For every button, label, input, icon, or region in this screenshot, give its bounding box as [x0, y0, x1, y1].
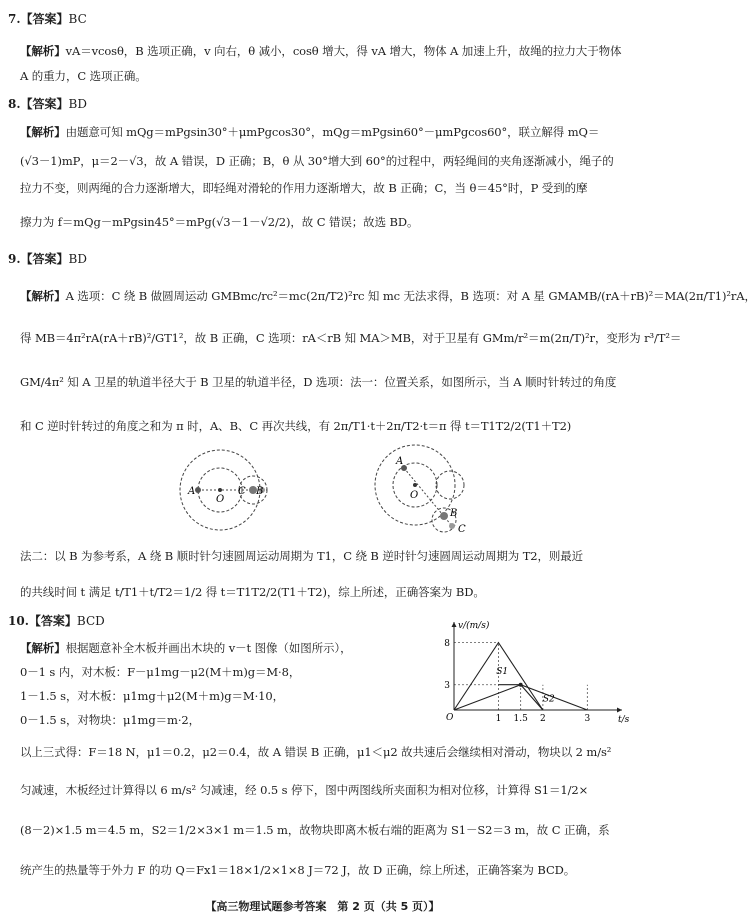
- q9-line-1: [20, 288, 756, 304]
- center-o-dot: [413, 483, 417, 487]
- orbit-figure-2: [370, 440, 490, 540]
- q7-number: 7.: [8, 12, 21, 26]
- q7-analysis-tag: 【解析】: [20, 44, 66, 58]
- q8-answer-tag: 【答案】: [20, 97, 69, 111]
- y-axis-arrow: [452, 622, 457, 627]
- center-o-dot: [218, 488, 222, 492]
- q9-line-2: [20, 330, 681, 346]
- q10-line-7: [20, 822, 610, 838]
- q7-text-2: A 的重力，C 选项正确。: [20, 69, 147, 83]
- q10-header: [8, 612, 105, 629]
- q9-analysis-tag: 【解析】: [20, 289, 66, 303]
- fig2-label-o: O: [410, 490, 419, 501]
- q10-text-7: (8－2)×1.5 m＝4.5 m，S2＝1/2×3×1 m＝1.5 m，故物块即离木板右端的距离为 S1－S2＝3 m，故 C 正确，系: [20, 823, 610, 837]
- x-tick-label: 2: [540, 714, 546, 724]
- q10-line-1: [20, 640, 352, 656]
- s2-label: S2: [542, 694, 555, 705]
- q10-text-6: 匀减速，木板经过计算得以 6 m/s² 匀减速，经 0.5 s 停下，图中两图线所夹面积为相对位移，计算得 S1＝1/2×: [20, 783, 589, 797]
- origin-label: O: [446, 713, 454, 723]
- planet-c-dot: [449, 523, 455, 529]
- q9-answer-tag: 【答案】: [20, 252, 69, 266]
- q10-line-8: [20, 862, 575, 878]
- q10-line-5: [20, 744, 611, 760]
- fig1-label-o: O: [216, 494, 225, 505]
- q9-text-6: 的共线时间 t 满足 t/T1＋t/T2＝1/2 得 t＝T1T2/2(T1＋T2)，综上所述，正确答案为 BD。: [20, 585, 485, 599]
- q7-line-2: [20, 68, 147, 84]
- q8-text-1: 由题意可知 mQg＝mPgsin30°＋μmPgcos30°，mQg＝mPgsin60°－μmPgcos60°，联立解得 mQ＝: [65, 125, 600, 139]
- intersection-point: [519, 683, 523, 687]
- fig1-label-b: B: [256, 486, 264, 497]
- q9-text-1: A 选项：C 绕 B 做圆周运动 GMBmc/rc²＝mc(2π/T2)²rc 知 mc 无法求得，B 选项：对 A 星 GMAMB/(rA＋rB)²＝MA(2π/T1)²rA，: [65, 289, 756, 303]
- x-tick-label: 1.5: [513, 714, 528, 724]
- q10-answer: BCD: [76, 614, 105, 628]
- orbit-b-ring: [436, 471, 464, 499]
- q10-text-5: 以上三式得：F＝18 N，μ1＝0.2，μ2＝0.4，故 A 错误 B 正确，μ1＜μ2 故共速后会继续相对滑动，物块以 2 m/s²: [20, 745, 612, 759]
- q9-number: 9.: [8, 252, 21, 266]
- q9-text-5: 法二：以 B 为参考系，A 绕 B 顺时针匀速圆周运动周期为 T1，C 绕 B 逆时针匀速圆周运动周期为 T2，则最近: [20, 549, 584, 563]
- q8-line-3: [20, 180, 587, 196]
- planet-a-dot: [195, 487, 201, 493]
- y-axis-label: v/(m/s): [458, 621, 490, 631]
- y-tick-label: 3: [444, 681, 450, 692]
- q9-line-3: [20, 374, 616, 390]
- x-axis-label: t/s: [618, 715, 630, 725]
- fig2-label-c: C: [458, 524, 466, 535]
- q9-text-2: 得 MB＝4π²rA(rA＋rB)²/GT1²，故 B 正确，C 选项：rA＜rB 知 MA＞MB，对于卫星有 GMm/r²＝m(2π/T)²r，变形为 r³/T²＝: [20, 331, 682, 345]
- q8-answer: BD: [68, 97, 87, 111]
- q8-line-2: [20, 153, 614, 169]
- vt-series: [454, 643, 587, 710]
- q8-line-4: [20, 214, 418, 230]
- x-tick-label: 3: [584, 714, 591, 724]
- q7-answer-tag: 【答案】: [20, 12, 69, 26]
- q9-answer: BD: [68, 252, 87, 266]
- q9-text-4: 和 C 逆时针转过的角度之和为 π 时，A、B、C 再次共线，有 2π/T1·t＋2π/T2·t＝π 得 t＝T1T2/2(T1＋T2): [20, 419, 572, 433]
- fig1-label-a: A: [188, 486, 196, 497]
- page-footer: 【高三物理试题参考答案 第 2 页（共 5 页）】: [205, 900, 440, 913]
- orbit-figure-1: [180, 440, 290, 540]
- q9-line-6: [20, 584, 485, 600]
- q8-line-1: [20, 124, 599, 140]
- q10-number: 10.: [8, 614, 29, 628]
- q10-text-4: 0－1.5 s，对物块：μ1mg＝m·2，: [20, 713, 200, 727]
- q9-text-3: GM/4π² 知 A 卫星的轨道半径大于 B 卫星的轨道半径，D 选项：法一：位置关系，如图所示，当 A 顺时针转过的角度: [20, 375, 617, 389]
- planet-b-dot: [440, 512, 448, 520]
- q8-number: 8.: [8, 97, 21, 111]
- q7-header: [8, 10, 87, 27]
- s1-label: S1: [496, 666, 509, 677]
- q10-line-6: [20, 782, 588, 798]
- q10-line-3: [20, 688, 284, 704]
- q8-analysis-tag: 【解析】: [20, 125, 66, 139]
- vt-labels: [444, 620, 629, 725]
- x-axis-arrow: [617, 708, 622, 713]
- fig2-label-b: B: [450, 508, 458, 519]
- q9-header: [8, 250, 87, 267]
- q7-line-1: [20, 43, 621, 59]
- y-tick-label: 8: [444, 639, 450, 650]
- q10-analysis-tag: 【解析】: [20, 641, 66, 655]
- fig1-label-c: C: [238, 486, 246, 497]
- vt-axes: [452, 622, 623, 713]
- q8-header: [8, 95, 87, 112]
- q10-text-8: 统产生的热量等于外力 F 的功 Q＝Fx1＝18×1/2×1×8 J＝72 J，故 D 正确，综上所述，正确答案为 BCD。: [20, 863, 576, 877]
- q10-answer-tag: 【答案】: [28, 614, 77, 628]
- q8-text-2: (√3－1)mP，μ＝2－√3，故 A 错误，D 正确；B，θ 从 30°增大到 60°的过程中，两轻绳间的夹角逐渐减小，绳子的: [20, 154, 614, 168]
- q7-text-1: vA＝vcosθ，B 选项正确，v 向右，θ 减小，cosθ 增大，得 vA 增大，物体 A 加速上升，故绳的拉力大于物体: [65, 44, 622, 58]
- vt-chart: [428, 618, 633, 723]
- q8-text-4: 擦力为 f＝mQg－mPgsin45°＝mPg(√3－1－√2/2)，故 C 错误；故选 BD。: [20, 215, 419, 229]
- q10-text-1: 根据题意补全木板并画出木块的 v－t 图像（如图所示），: [65, 641, 352, 655]
- q10-text-3: 1－1.5 s，对木板：μ1mg＋μ2(M＋m)g＝M·10，: [20, 689, 284, 703]
- fig2-label-a: A: [396, 456, 404, 467]
- q9-line-4: [20, 418, 571, 434]
- q7-answer: BC: [68, 12, 87, 26]
- q10-line-4: [20, 712, 200, 728]
- x-tick-label: 1: [495, 714, 502, 724]
- q10-text-2: 0－1 s 内，对木板：F－μ1mg－μ2(M＋m)g＝M·8，: [20, 665, 301, 679]
- q8-text-3: 拉力不变，则两绳的合力逐渐增大，即轻绳对滑轮的作用力逐渐增大，故 B 正确；C，当 θ＝45°时，P 受到的摩: [20, 181, 588, 195]
- q10-line-2: [20, 664, 300, 680]
- q9-line-5: [20, 548, 583, 564]
